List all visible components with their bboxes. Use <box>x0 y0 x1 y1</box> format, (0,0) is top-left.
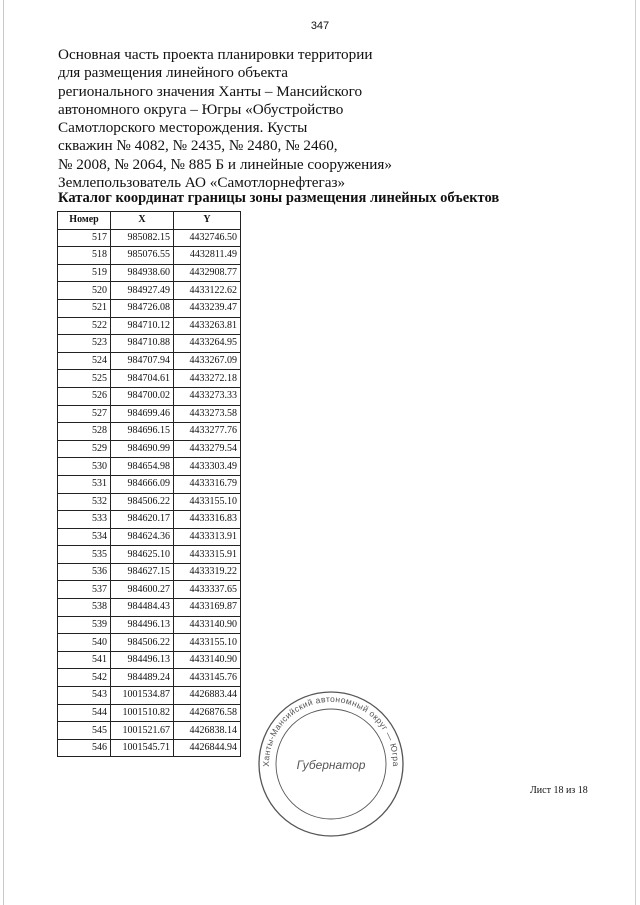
table-row <box>58 634 241 652</box>
x-coordinate-cell: 984696.15 <box>111 423 174 441</box>
point-number-cell: 530 <box>58 458 111 476</box>
x-coordinate-cell: 984726.08 <box>111 299 174 317</box>
catalog-title: Каталог координат границы зоны размещения линейных объектов <box>58 190 500 206</box>
table-row <box>58 282 241 300</box>
point-number-cell: 538 <box>58 599 111 617</box>
header-x: X <box>111 212 174 230</box>
point-number-cell: 531 <box>58 475 111 493</box>
point-number-cell: 534 <box>58 528 111 546</box>
x-coordinate-cell: 984496.13 <box>111 616 174 634</box>
seal-arc-text <box>261 694 401 767</box>
point-number-cell: 532 <box>58 493 111 511</box>
y-coordinate-cell: 4433145.76 <box>174 669 241 687</box>
y-coordinate-cell: 4433319.22 <box>174 563 241 581</box>
x-coordinate-cell: 985076.55 <box>111 247 174 265</box>
y-coordinate-cell: 4433303.49 <box>174 458 241 476</box>
y-coordinate-cell: 4432746.50 <box>174 229 241 247</box>
y-coordinate-cell: 4433316.79 <box>174 475 241 493</box>
y-coordinate-cell: 4433313.91 <box>174 528 241 546</box>
x-coordinate-cell: 984600.27 <box>111 581 174 599</box>
point-number-cell: 522 <box>58 317 111 335</box>
governor-seal <box>256 689 406 839</box>
y-coordinate-cell: 4426883.44 <box>174 687 241 705</box>
table-row <box>58 458 241 476</box>
y-coordinate-cell: 4433272.18 <box>174 370 241 388</box>
y-coordinate-cell: 4433267.09 <box>174 352 241 370</box>
table-row <box>58 335 241 353</box>
table-row <box>58 247 241 265</box>
table-row <box>58 423 241 441</box>
x-coordinate-cell: 1001510.82 <box>111 704 174 722</box>
y-coordinate-cell: 4433337.65 <box>174 581 241 599</box>
point-number-cell: 535 <box>58 546 111 564</box>
point-number-cell: 520 <box>58 282 111 300</box>
table-body <box>58 229 241 757</box>
y-coordinate-cell: 4426838.14 <box>174 722 241 740</box>
heading-line: автономного округа – Югры «Обустройство <box>58 100 344 118</box>
table-row <box>58 669 241 687</box>
point-number-cell: 526 <box>58 387 111 405</box>
x-coordinate-cell: 984620.17 <box>111 511 174 529</box>
point-number-cell: 533 <box>58 511 111 529</box>
coordinates-table <box>57 211 241 757</box>
table-row <box>58 440 241 458</box>
point-number-cell: 524 <box>58 352 111 370</box>
y-coordinate-cell: 4433122.62 <box>174 282 241 300</box>
table-row <box>58 616 241 634</box>
point-number-cell: 544 <box>58 704 111 722</box>
y-coordinate-cell: 4433316.83 <box>174 511 241 529</box>
x-coordinate-cell: 984489.24 <box>111 669 174 687</box>
point-number-cell: 542 <box>58 669 111 687</box>
table-row <box>58 511 241 529</box>
y-coordinate-cell: 4433239.47 <box>174 299 241 317</box>
x-coordinate-cell: 984707.94 <box>111 352 174 370</box>
table-row <box>58 563 241 581</box>
heading-line: Основная часть проекта планировки территории <box>58 46 373 63</box>
y-coordinate-cell: 4433169.87 <box>174 599 241 617</box>
point-number-cell: 545 <box>58 722 111 740</box>
heading-line: № 2008, № 2064, № 885 Б и линейные сооружения» <box>58 155 392 173</box>
table-row <box>58 546 241 564</box>
table-row <box>58 387 241 405</box>
x-coordinate-cell: 984624.36 <box>111 528 174 546</box>
table-row <box>58 739 241 757</box>
y-coordinate-cell: 4433279.54 <box>174 440 241 458</box>
y-coordinate-cell: 4433140.90 <box>174 651 241 669</box>
point-number-cell: 543 <box>58 687 111 705</box>
y-coordinate-cell: 4433155.10 <box>174 493 241 511</box>
x-coordinate-cell: 984704.61 <box>111 370 174 388</box>
x-coordinate-cell: 984484.43 <box>111 599 174 617</box>
seal-arc-textpath: Ханты-Мансийский автономный округ — Югра <box>260 693 402 767</box>
table-header-row <box>58 212 241 230</box>
x-coordinate-cell: 984506.22 <box>111 493 174 511</box>
table-row <box>58 493 241 511</box>
y-coordinate-cell: 4432908.77 <box>174 264 241 282</box>
table-row <box>58 651 241 669</box>
y-coordinate-cell: 4433263.81 <box>174 317 241 335</box>
heading-line: регионального значения Ханты – Мансийского <box>58 82 363 100</box>
x-coordinate-cell: 984699.46 <box>111 405 174 423</box>
table-row <box>58 317 241 335</box>
x-coordinate-cell: 985082.15 <box>111 229 174 247</box>
point-number-cell: 540 <box>58 634 111 652</box>
point-number-cell: 537 <box>58 581 111 599</box>
sheet-label: Лист 18 из 18 <box>530 785 588 796</box>
point-number-cell: 536 <box>58 563 111 581</box>
table-row <box>58 687 241 705</box>
table-row <box>58 229 241 247</box>
heading-line: Землепользователь АО «Самотлорнефтегаз» <box>58 174 346 192</box>
header-y: Y <box>174 212 241 230</box>
point-number-cell: 519 <box>58 264 111 282</box>
x-coordinate-cell: 1001521.67 <box>111 722 174 740</box>
point-number-cell: 521 <box>58 299 111 317</box>
x-coordinate-cell: 1001534.87 <box>111 687 174 705</box>
page-edge-left <box>3 0 4 905</box>
document-heading <box>58 46 578 192</box>
table-row <box>58 581 241 599</box>
table-row <box>58 704 241 722</box>
point-number-cell: 541 <box>58 651 111 669</box>
header-number: Номер <box>58 212 111 230</box>
x-coordinate-cell: 1001545.71 <box>111 739 174 757</box>
table-row <box>58 528 241 546</box>
y-coordinate-cell: 4426876.58 <box>174 704 241 722</box>
heading-line: Самотлорского месторождения. Кусты <box>58 119 308 137</box>
y-coordinate-cell: 4432811.49 <box>174 247 241 265</box>
y-coordinate-cell: 4433264.95 <box>174 335 241 353</box>
point-number-cell: 525 <box>58 370 111 388</box>
x-coordinate-cell: 984710.12 <box>111 317 174 335</box>
x-coordinate-cell: 984506.22 <box>111 634 174 652</box>
point-number-cell: 539 <box>58 616 111 634</box>
y-coordinate-cell: 4426844.94 <box>174 739 241 757</box>
point-number-cell: 528 <box>58 423 111 441</box>
table-row <box>58 722 241 740</box>
heading-line: для размещения линейного объекта <box>58 64 288 82</box>
table-row <box>58 475 241 493</box>
x-coordinate-cell: 984710.88 <box>111 335 174 353</box>
point-number-cell: 546 <box>58 739 111 757</box>
y-coordinate-cell: 4433315.91 <box>174 546 241 564</box>
x-coordinate-cell: 984700.02 <box>111 387 174 405</box>
y-coordinate-cell: 4433140.90 <box>174 616 241 634</box>
y-coordinate-cell: 4433273.58 <box>174 405 241 423</box>
x-coordinate-cell: 984690.99 <box>111 440 174 458</box>
table-row <box>58 370 241 388</box>
x-coordinate-cell: 984938.60 <box>111 264 174 282</box>
point-number-cell: 529 <box>58 440 111 458</box>
page-number: 347 <box>310 20 330 32</box>
point-number-cell: 518 <box>58 247 111 265</box>
x-coordinate-cell: 984496.13 <box>111 651 174 669</box>
table-row <box>58 405 241 423</box>
y-coordinate-cell: 4433277.76 <box>174 423 241 441</box>
table-row <box>58 299 241 317</box>
x-coordinate-cell: 984627.15 <box>111 563 174 581</box>
table-row <box>58 352 241 370</box>
x-coordinate-cell: 984927.49 <box>111 282 174 300</box>
x-coordinate-cell: 984666.09 <box>111 475 174 493</box>
y-coordinate-cell: 4433273.33 <box>174 387 241 405</box>
seal-center-text: Губернатор <box>296 758 366 772</box>
x-coordinate-cell: 984625.10 <box>111 546 174 564</box>
y-coordinate-cell: 4433155.10 <box>174 634 241 652</box>
point-number-cell: 517 <box>58 229 111 247</box>
point-number-cell: 527 <box>58 405 111 423</box>
x-coordinate-cell: 984654.98 <box>111 458 174 476</box>
heading-line: скважин № 4082, № 2435, № 2480, № 2460, <box>58 137 338 155</box>
table-row <box>58 264 241 282</box>
page-edge-right <box>635 0 636 905</box>
point-number-cell: 523 <box>58 335 111 353</box>
table-row <box>58 599 241 617</box>
